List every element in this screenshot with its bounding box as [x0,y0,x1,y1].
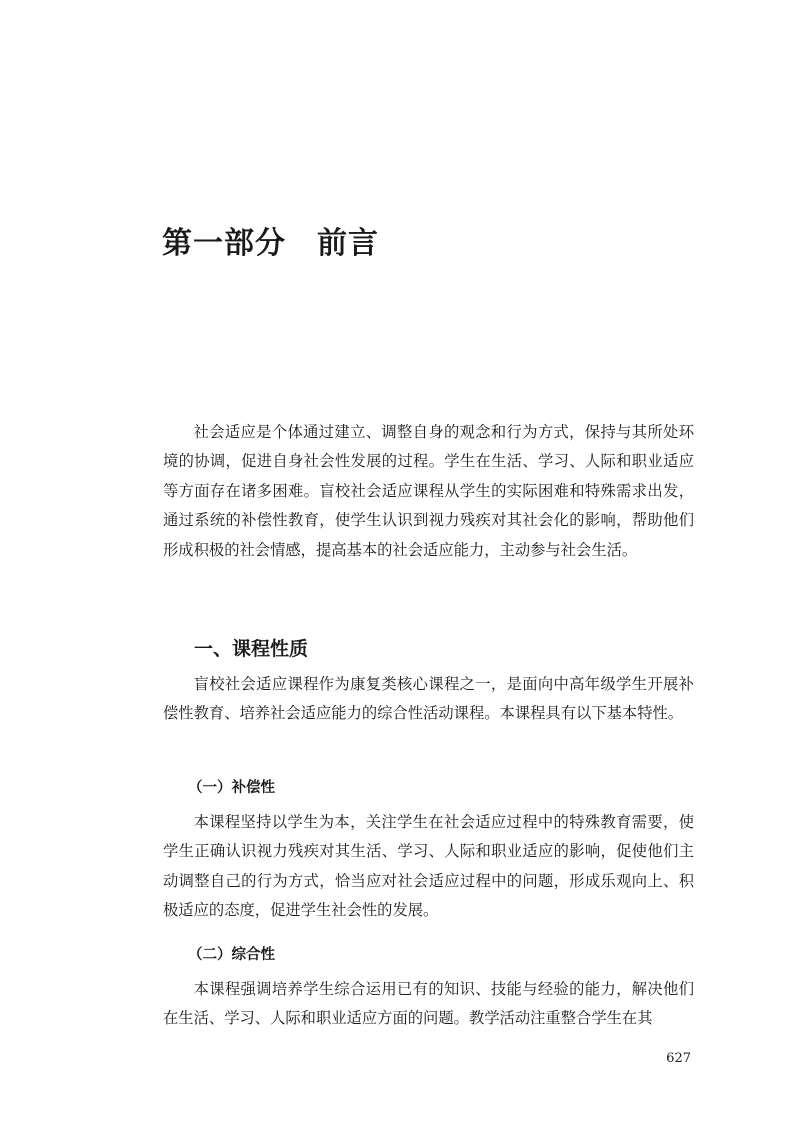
integrative-paragraph: 本课程强调培养学生综合运用已有的知识、技能与经验的能力，解决他们在生活、学习、人际和职业适应方面的问题。教学活动注重整合学生在其 [163,980,694,1028]
intro-paragraph: 社会适应是个体通过建立、调整自身的观念和行为方式，保持与其所处环境的协调，促进自身社会性发展的过程。学生在生活、学习、人际和职业适应等方面存在诸多困难。盲校社会适应课程从学生的实际困难和特殊需求出发，通过系统的补偿性教育，使学生认识到视力残疾对其社会化的影响，帮助他们形成积极的社会情感，提高基本的社会适应能力，主动参与社会生活。 [163,423,694,559]
compensatory-paragraph: 本课程坚持以学生为本，关注学生在社会适应过程中的特殊教育需要，使学生正确认识视力残疾对其生活、学习、人际和职业适应的影响，促使他们主动调整自己的行为方式，恰当应对社会适应过程中的问题，形成乐观向上、积极适应的态度，促进学生社会性的发展。 [163,813,694,920]
section-heading-course-nature: 一、课程性质 [194,638,309,660]
course-nature-paragraph: 盲校社会适应课程作为康复类核心课程之一，是面向中高年级学生开展补偿性教育、培养社会适应能力的综合性活动课程。本课程具有以下基本特性。 [163,675,694,723]
page-number: 627 [666,1051,691,1066]
subsection-heading-compensatory: （一）补偿性 [188,780,275,796]
subsection-heading-integrative: （二）综合性 [188,947,275,963]
part-title: 第一部分 前言 [162,226,379,261]
